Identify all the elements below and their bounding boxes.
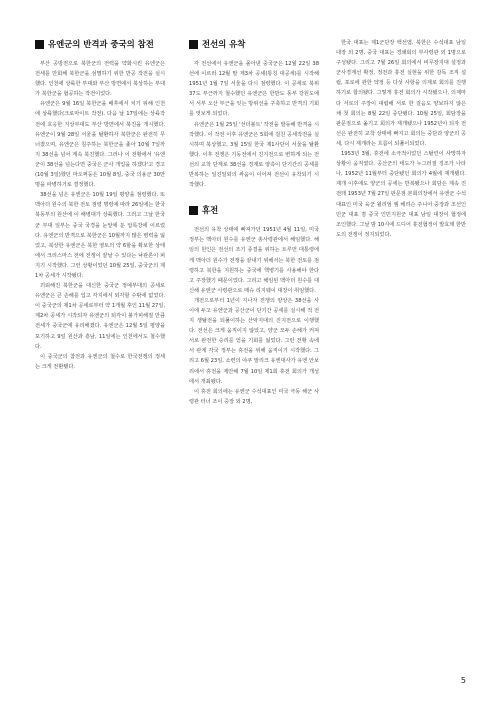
column-3 [336,38,466,240]
paragraph: 38선을 넘은 유엔군은 10월 19일 평양을 점령했다. 또 맥아더 원수의 북한 전토 점령 명령에 따라 26일에는 한국 북동부의 원산에 이 해병대가 상륙했다. 그러고 그날 한국군 부대 일부는 중국 국경을 눈앞에 둔 압록강에 이르렀다. 유엔군의 반격으로 북한군은 10월까지 많은 병력을 잃었고, 북상한 유엔군은 북한 영토의 약 6할을 확보한 상태에서 크리스마스 전에 전쟁이 끝날 수 있다는 낙관론이 퍼지기 시작했다. 그런 상황이었던 10월 25일, 중국군의 제1차 공세가 시작됐다. [35,192,166,279]
paragraph: 한국 대표는 제1군단장 백선엽, 북한은 수석대표 남일 대장 외 2명, 중국 대표는 경쇄회의 부사령관 외 1명으로 구성됐다. 그리고 7월 26일 회의에서 비무장지대 설정과 군사경계선 확정, 정전과 휴전 실현을 위한 감독 조직 설립, 포로에 관한 약정 등 다섯 사항을 의제로 회의를 진행하기로 합의됐다. 그렇게 휴전 회의가 시작됐으나, 의제마다 서로의 주장이 대립해 서로 한 걸음도 양보하지 않은 채 첫 회의는 8월 22일 중단됐다. 10월 25일, 회담장을 판문점으로 옮기고 회의가 재개됐으나 1952년이 되자 전선은 완전히 교착 상태에 빠지고 회의는 중단과 양군의 공세, 다시 재개라는 흐름이 되풀이되었다. [336,40,466,147]
square-bullet-icon [189,206,198,215]
page-number: 5 [460,676,466,685]
column-1 [35,38,165,372]
paragraph: 유엔군은 1월 25일 '선더볼트' 작전을 발동해 반격을 시작했다. 이 작전 이후 유엔군은 5회에 걸친 공세작전을 실시하며 북상했고, 3월 15일 한국 제1사단이 서울을 탈환했다. 이후 전쟁은 기동전에서 진지전으로 변하게 되는 전선의 교착 단계로 38선을 경계로 양측이 단기간의 공세를 반복하는 일진일퇴의 싸움이 이어져 전선이 유착되기 시작했다. [189,121,319,189]
section-heading [189,204,319,216]
section-title: 휴전 [202,205,219,216]
paragraph: 개전으로부터 1년이 지나자 전쟁의 양상은 38선을 사이에 두고 유엔군과 공산군이 단기간 공세를 실시해 적 전지 쟁탈전을 되풀이하는 산악지대의 진지전으로 이행했다. 전선은 크게 움직이지 않았고, 양군 모두 손해가 커져 서로 완전한 승리를 얻을 기회를 잃었다. 그런 전황 속에서 관계 각국 정부는 휴전을 위해 움직이기 시작했다. 그리고 6월 23일, 소련의 야쿠 말리크 유엔대사가 유엔 안보리에서 휴전을 제안해 7월 10일 제1회 휴전 회의가 개성에서 개최됐다. [189,297,319,385]
paragraph: 부산 공방전으로 북한군의 전력을 약화시킨 유엔군은 전세를 만회해 북한군을 섬멸하기 위한 반공 작전을 실시했다. 인천에 상륙한 부대와 부산 방면에서 북상하는 부대가 북한군을 협공하는 작전이었다. [35,61,165,98]
section-title: 유엔군의 반격과 중국의 참전 [48,39,154,49]
section-heading [189,38,319,50]
paragraph: 전선의 유착 상태에 빠져가던 1951년 4월 11일, 미국 정부는 맥아더 원수를 유엔군 총사령관에서 해임했다. 해임의 원인은 전선의 조기 종결을 위하는 트루먼 대통령에게 맥아더 원수가 전쟁을 끝내기 위해서는 북한 전토를 점령하고 북한을 지원하는 중국에 핵병기를 사용해야 한다고 주장했기 때문이었다. 그리고 해임된 맥아더 원수를 대신해 유엔군 사령관으로 매슈 리지웨이 대장이 취임했다. [189,227,319,294]
paragraph: 각 전선에서 유엔군을 몰아낸 중국군은 12월 22일 38선에 이르러 12월 말 제3차 공세(통칭 대공세)를 시작해 1951년 1월 7일 서울을 다시 점령했다. 이 공세로 북위 37도 부근까지 철수했던 유엔군은 한반도 동부 강원도에서 서부 오산 부근을 잇는 방위선을 구축하고 반격의 기회를 엿보게 되었다. [189,61,319,118]
section-gap [189,190,319,204]
paragraph: 1953년 3월, 휴전에 소극적이었던 스탈린이 사망하자 상황이 움직였다. 공산군의 태도가 누그러질 징조가 나타나, 1952년 11월부터 중단됐던 회의가 4월에 재개됐다. 재개 이후에도 양군의 공세는 반복됐으나 회담은 계속 진전돼 1953년 7월 27일 판문점 본회의장에서 유엔군 수석대표인 미국 육군 윌리엄 엠 해리슨 주니어 중장과 조선인민군 대표 겸 중국 인민지원군 대표 남일 대장이 협정에 조인했다. 그날 밤 10시에 드디어 휴전협정이 발효돼 한반도의 전쟁이 정지되었다. [336,151,467,238]
paragraph: 괴뢰해진 북한군을 대신한 중국군 정예부대의 공세로 유엔군은 큰 손해를 입고 각지에서 퇴각할 수밖에 없었다. 이 중국군의 제1차 공세로부터 약 1개월 후인 11월 27일, 제2차 공세가 시작되자 유엔군의 퇴각이 불가피해질 만큼 전세가 중국군에 유리해졌다. 유엔군은 12월 5일 평양을 포기하고 9일 원산과 흥남, 11일에는 인천에서도 철수했다. [35,283,165,350]
square-bullet-icon [189,40,198,49]
paragraph: 이 중국군의 참전과 유엔군의 철수로 한국전쟁의 정세는 크게 전환됐다. [35,353,165,370]
section-heading [35,38,165,50]
paragraph: 이 휴전 회의에는 유엔군 수석대표인 미국 극동 해군 사령관 터너 조이 중장 외 2명, [189,388,319,405]
paragraph: 유엔군은 9월 16일 북한군을 배후에서 치기 위해 인천에 상륙했다(크로마이트 작전). 다음 날 17일에는 상륙작전에 호응한 지상부대도 부산 방면에서 북진을 개시했다. 유엔군이 9월 28일 서울을 탈환하자 북한군은 완전히 무너졌으며, 유엔군은 침주하는 북한군을 좇아 10월 7일까지 38선을 넘어 계속 북진했다. 그러나 이 전황에서 '유엔군이 38선을 넘는다면 중국은 군사 개입을 하겠다'고 경고(10월 3일)했던 마오쩌둥은 10월 8일, 중국 의용군 30만 명을 파병하기로 결정했다. [35,101,165,189]
section-title: 전선의 유착 [202,39,246,49]
column-2 [189,38,319,407]
square-bullet-icon [35,40,44,49]
